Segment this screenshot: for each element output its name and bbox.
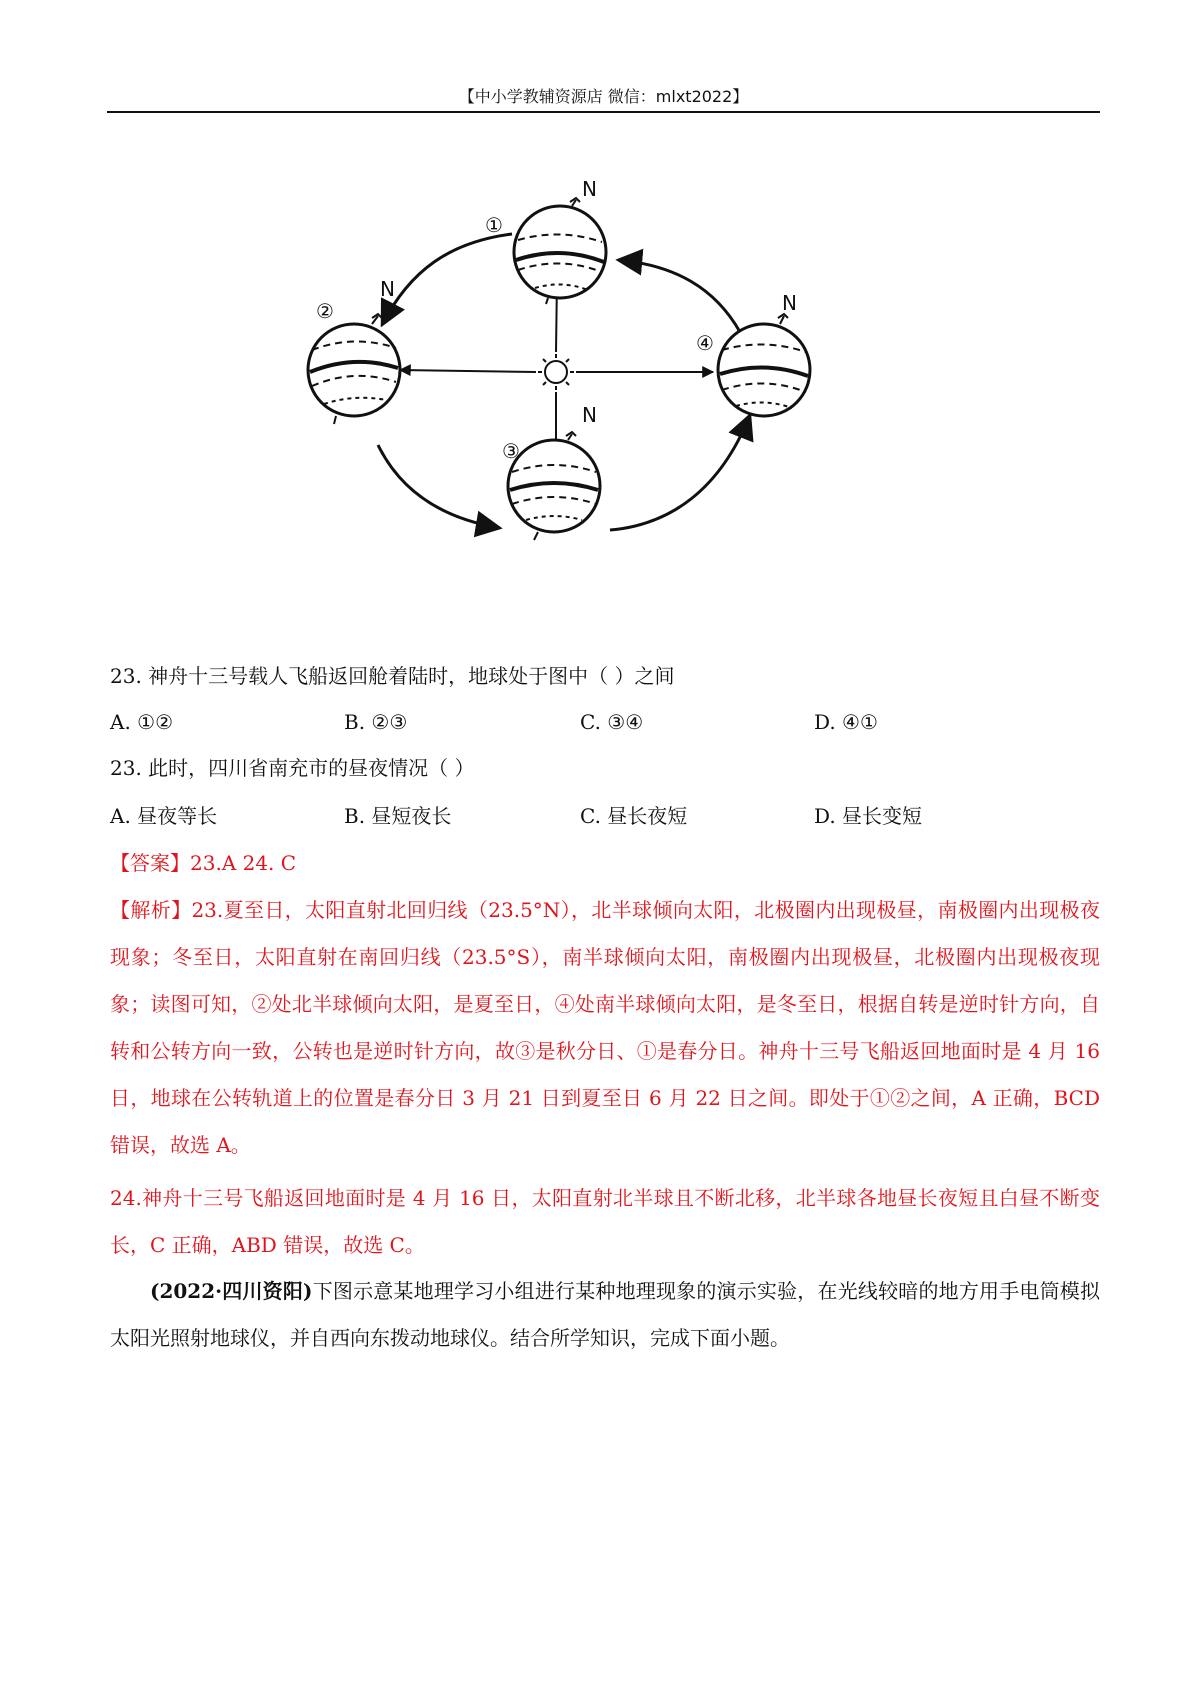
next-question-text: 下图示意某地理学习小组进行某种地理现象的演示实验，在光线较暗的地方用手电筒模拟太阳光照射地球仪，并自西向东拨动地球仪。结合所学知识，完成下面小题。: [110, 1279, 1100, 1350]
globe-3-label: ③: [502, 439, 520, 463]
q23-option-a: A. ①②: [110, 710, 174, 734]
answer-text: 23.A 24. C: [190, 851, 297, 875]
globe-4-north: N: [782, 291, 797, 315]
answer-line: [110, 847, 296, 879]
orbit-arc-2-3: [378, 445, 500, 528]
globe-3-north: N: [582, 403, 597, 427]
q23-option-d: D. ④①: [814, 710, 878, 734]
analysis-23-text: 23.夏至日，太阳直射北回归线（23.5°N），北半球倾向太阳，北极圈内出现极昼，南极圈内出现极夜现象；冬至日，太阳直射在南回归线（23.5°S），南半球倾向太阳，南极圈内出现极昼，北极圈内出现极夜现象；读图可知，②处北半球倾向太阳，是夏至日，④处南半球倾向太阳，是冬至日，根据自转是逆时针方向，自转和公转方向一致，公转也是逆时针方向，故③是秋分日、①是春分日。神舟十三号飞船返回地面时是 4 月 16 日，地球在公转轨道上的位置是春分日 3 月 21 日到夏至日 6 月 22 日之间。即处于①②之间，A 正确，BCD 错误，故选 A。: [110, 898, 1100, 1157]
globe-1: [514, 198, 606, 304]
q23-option-b: B. ②③: [344, 710, 408, 734]
analysis-paragraph-2: 24.神舟十三号飞船返回地面时是 4 月 16 日，太阳直射北半球且不断北移，北半球各地昼长夜短且白昼不断变长，C 正确，ABD 错误，故选 C。: [110, 1186, 1100, 1257]
q24-option-c: C. 昼长夜短: [580, 804, 688, 828]
globe-4: [718, 314, 810, 424]
analysis-label: 【解析】: [110, 898, 192, 922]
sun-icon: [538, 354, 574, 390]
header-rule: [107, 111, 1100, 113]
globe-2-label: ②: [316, 299, 334, 323]
page-header: 【中小学教辅资源店 微信：mlxt2022】: [458, 87, 749, 106]
analysis-paragraph-1: [110, 887, 1100, 1169]
answer-label: 【答案】: [110, 851, 190, 875]
globe-1-label: ①: [485, 213, 503, 237]
next-question-source: (2022·四川资阳): [150, 1279, 313, 1303]
next-question-intro: [110, 1268, 1100, 1362]
globe-4-label: ④: [696, 331, 714, 355]
q24-option-b: B. 昼短夜长: [344, 804, 452, 828]
question-24-stem: 23. 此时，四川省南充市的昼夜情况（ ）: [110, 756, 475, 780]
orbit-arc-4-1: [618, 260, 740, 332]
q24-option-a: A. 昼夜等长: [110, 804, 218, 828]
q24-option-d: D. 昼长变短: [814, 804, 923, 828]
globe-2: [308, 314, 400, 424]
globe-3: [508, 432, 600, 540]
globe-1-north: N: [582, 177, 597, 201]
orbit-arc-1-2: [382, 234, 512, 325]
earth-orbit-diagram: [316, 177, 900, 595]
q23-option-c: C. ③④: [580, 710, 644, 734]
orbit-arc-3-4: [610, 415, 750, 530]
globe-2-north: N: [380, 277, 395, 301]
question-23-stem: 23. 神舟十三号载人飞船返回舱着陆时，地球处于图中（ ）之间: [110, 664, 675, 688]
